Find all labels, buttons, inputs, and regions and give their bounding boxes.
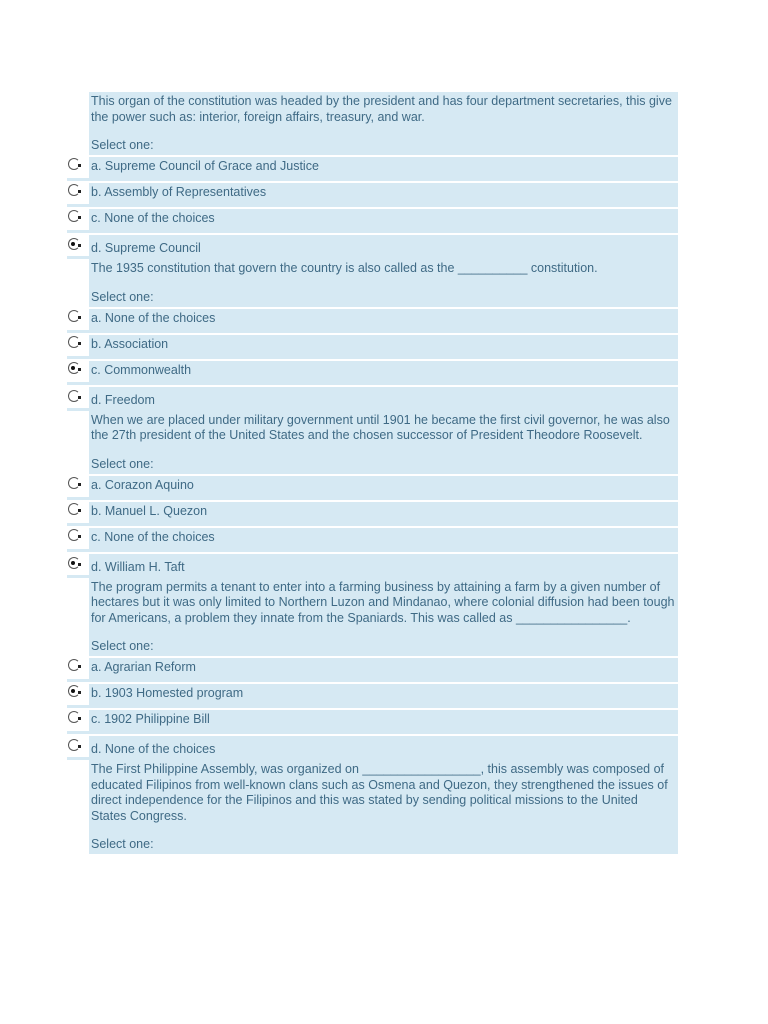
answer-label: c. None of the choices xyxy=(91,211,215,225)
question-text: The 1935 constitution that govern the country is also called as the __________ constitution. xyxy=(89,259,678,277)
answer-option[interactable] xyxy=(67,528,678,552)
answer-option[interactable] xyxy=(67,502,678,526)
answer-label: c. Commonwealth xyxy=(91,362,192,377)
answer-label: b. Association xyxy=(91,336,169,351)
question-text: The program permits a tenant to enter into a farming business by attaining a farm by a given number of hectares but it was only limited to Northern Luzon and Mindanao, where colonial diffusion had been tough for Americans, a problem they innate from the Spaniards. This was called as ________________. xyxy=(89,578,678,627)
question-block xyxy=(67,578,678,761)
question-block xyxy=(67,760,678,854)
quiz-container xyxy=(67,92,678,854)
answer-label: b. Assembly of Representatives xyxy=(91,185,267,199)
radio-unchecked-icon[interactable] xyxy=(68,659,80,671)
answer-label: d. Freedom xyxy=(91,392,155,407)
answer-option[interactable] xyxy=(67,554,678,578)
question-text: When we are placed under military government until 1901 he became the first civil governor, he was also the 27th president of the United States and the chosen successor of President Theodore Roosevelt. xyxy=(89,411,678,444)
answer-option[interactable] xyxy=(67,361,678,385)
radio-unchecked-icon[interactable] xyxy=(68,336,80,348)
question-block xyxy=(67,259,678,411)
answer-option[interactable] xyxy=(67,710,678,734)
answer-label: d. None of the choices xyxy=(91,742,216,756)
radio-unchecked-icon[interactable] xyxy=(68,477,80,489)
select-one-prompt: Select one: xyxy=(89,626,678,656)
radio-checked-icon[interactable] xyxy=(68,238,80,250)
answer-option[interactable] xyxy=(67,736,678,760)
radio-unchecked-icon[interactable] xyxy=(68,310,80,322)
answer-option[interactable] xyxy=(67,309,678,333)
radio-unchecked-icon[interactable] xyxy=(68,503,80,515)
radio-unchecked-icon[interactable] xyxy=(68,210,80,222)
answer-label: a. Agrarian Reform xyxy=(91,660,196,674)
answer-option[interactable] xyxy=(67,658,678,682)
radio-unchecked-icon[interactable] xyxy=(68,184,80,196)
answer-option[interactable] xyxy=(67,476,678,500)
question-text: This organ of the constitution was headed by the president and has four department secretaries, this give the power such as: interior, foreign affairs, treasury, and war. xyxy=(89,92,678,125)
answer-option[interactable] xyxy=(67,183,678,207)
radio-checked-icon[interactable] xyxy=(68,362,80,374)
answer-option[interactable] xyxy=(67,157,678,181)
answer-label: b. Manuel L. Quezon xyxy=(91,503,208,518)
answer-label: d. Supreme Council xyxy=(91,241,201,255)
question-text: The First Philippine Assembly, was organized on _________________, this assembly was composed of educated Filipinos from well-known clans such as Osmena and Quezon, they strengthened the issues of direct independence for the Filipinos and this was stated by sending political missions to the United States Congress. xyxy=(89,760,678,824)
question-block xyxy=(67,411,678,578)
radio-unchecked-icon[interactable] xyxy=(68,739,80,751)
answer-option[interactable] xyxy=(67,235,678,259)
answer-label: a. Supreme Council of Grace and Justice xyxy=(91,159,319,173)
question-block xyxy=(67,92,678,259)
answer-option[interactable] xyxy=(67,209,678,233)
radio-checked-icon[interactable] xyxy=(68,685,80,697)
answer-option[interactable] xyxy=(67,684,678,708)
answer-label: c. 1902 Philippine Bill xyxy=(91,712,210,726)
answer-label: a. Corazon Aquino xyxy=(91,477,194,492)
answer-label: a. None of the choices xyxy=(91,310,216,325)
select-one-prompt: Select one: xyxy=(89,125,678,155)
radio-unchecked-icon[interactable] xyxy=(68,158,80,170)
radio-unchecked-icon[interactable] xyxy=(68,711,80,723)
radio-checked-icon[interactable] xyxy=(68,557,80,569)
answer-label: b. 1903 Homested program xyxy=(91,686,244,700)
radio-unchecked-icon[interactable] xyxy=(68,529,80,541)
answer-option[interactable] xyxy=(67,387,678,411)
radio-unchecked-icon[interactable] xyxy=(68,390,80,402)
select-one-prompt: Select one: xyxy=(89,277,678,307)
answer-label: c. None of the choices xyxy=(91,529,215,544)
select-one-prompt: Select one: xyxy=(89,444,678,474)
answer-label: d. William H. Taft xyxy=(91,559,185,574)
answer-option[interactable] xyxy=(67,335,678,359)
select-one-prompt: Select one: xyxy=(89,824,678,854)
